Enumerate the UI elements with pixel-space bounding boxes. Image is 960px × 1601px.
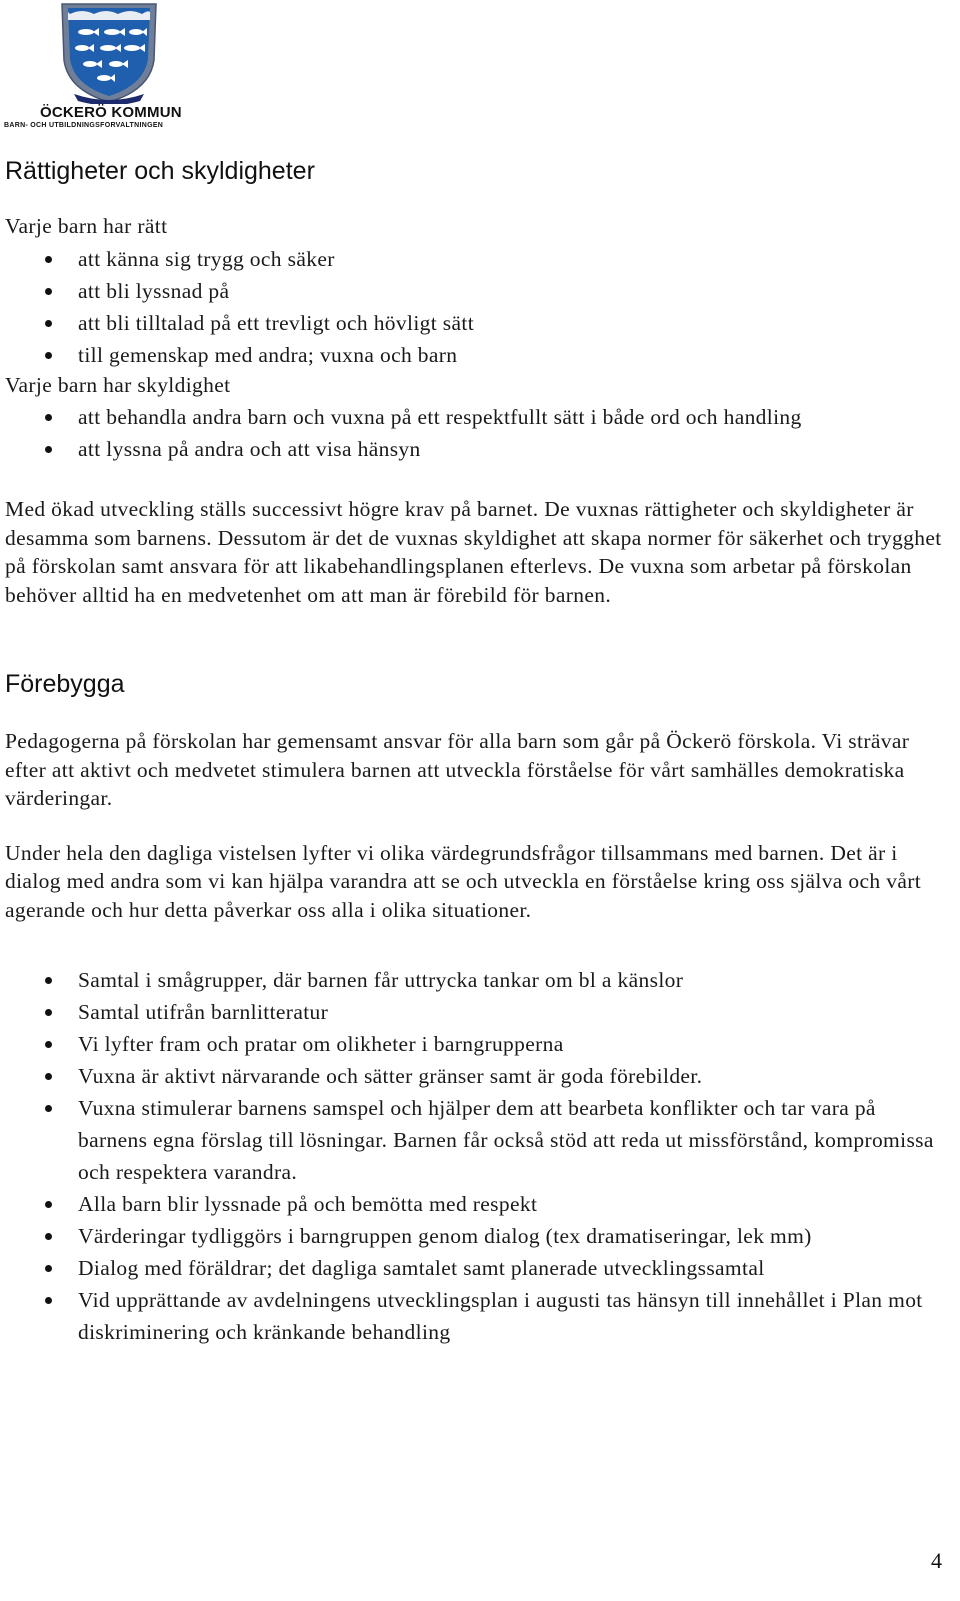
list-item: att bli tilltalad på ett trevligt och hövligt sätt: [5, 307, 950, 339]
list-item: att lyssna på andra och att visa hänsyn: [5, 433, 950, 465]
rights-list: [5, 243, 950, 371]
list-item: Alla barn blir lyssnade på och bemötta med respekt: [5, 1188, 950, 1220]
list-item: att behandla andra barn och vuxna på ett respektfullt sätt i både ord och handling: [5, 401, 950, 433]
list-item: Värderingar tydliggörs i barngruppen genom dialog (tex dramatiseringar, lek mm): [5, 1220, 950, 1252]
logo-subtitle: BARN- OCH UTBILDNINGSFÖRVALTNINGEN: [4, 122, 164, 129]
section-heading-rights: Rättigheter och skyldigheter: [5, 157, 315, 185]
list-item: Vid upprättande av avdelningens utvecklingsplan i augusti tas hänsyn till innehållet i Plan mot diskriminering och kränkande behandling: [5, 1284, 950, 1348]
logo-title: ÖCKERÖ KOMMUN: [40, 104, 182, 121]
list-item: Vi lyfter fram och pratar om olikheter i barngrupperna: [5, 1028, 950, 1060]
duties-list: [5, 401, 950, 465]
list-item: Dialog med föräldrar; det dagliga samtalet samt planerade utvecklingssamtal: [5, 1252, 950, 1284]
list-item: Samtal i smågrupper, där barnen får uttrycka tankar om bl a känslor: [5, 964, 950, 996]
list-item: till gemenskap med andra; vuxna och barn: [5, 339, 950, 371]
coat-of-arms-icon: [4, 2, 218, 104]
list-item: Samtal utifrån barnlitteratur: [5, 996, 950, 1028]
list-item: Vuxna stimulerar barnens samspel och hjälper dem att bearbeta konflikter och tar vara på barnens egna förslag till lösningar. Barnen får också stöd att reda ut missförstånd, kompromissa och respektera varandra.: [5, 1092, 950, 1188]
rights-intro: Varje barn har rätt: [5, 214, 168, 238]
prevent-paragraph-2: Under hela den dagliga vistelsen lyfter vi olika värdegrundsfrågor tillsammans med barnen. Det är i dialog med andra som vi kan hjälpa varandra att se och utveckla en förståelse kring oss själva och vårt agerande och hur detta påverkar oss alla i olika situationer.: [5, 840, 922, 922]
list-item: Vuxna är aktivt närvarande och sätter gränser samt är goda förebilder.: [5, 1060, 950, 1092]
page-number: 4: [931, 1548, 942, 1573]
municipality-logo: [4, 2, 218, 130]
prevent-paragraph-1: Pedagogerna på förskolan har gemensamt ansvar för alla barn som går på Öckerö förskola. Vi strävar efter att aktivt och medvetet stimulera barnen att utveckla förståelse för vårt samhälles demokratiska värderingar.: [5, 729, 910, 810]
duties-intro: Varje barn har skyldighet: [5, 372, 231, 397]
list-item: att känna sig trygg och säker: [5, 243, 950, 275]
rights-paragraph: Med ökad utveckling ställs successivt högre krav på barnet. De vuxnas rättigheter och skyldigheter är desamma som barnens. Dessutom är det de vuxnas skyldighet att skapa normer för säkerhet och trygghet på förskolan samt ansvara för att likabehandlingsplanen efterlevs. De vuxna som arbetar på förskolan behöver alltid ha en medvetenhet om att man är förebild för barnen.: [5, 497, 942, 607]
list-item: att bli lyssnad på: [5, 275, 950, 307]
prevent-list: [5, 964, 950, 1348]
section-heading-prevent: Förebygga: [5, 670, 125, 698]
document-content: [5, 150, 950, 1348]
